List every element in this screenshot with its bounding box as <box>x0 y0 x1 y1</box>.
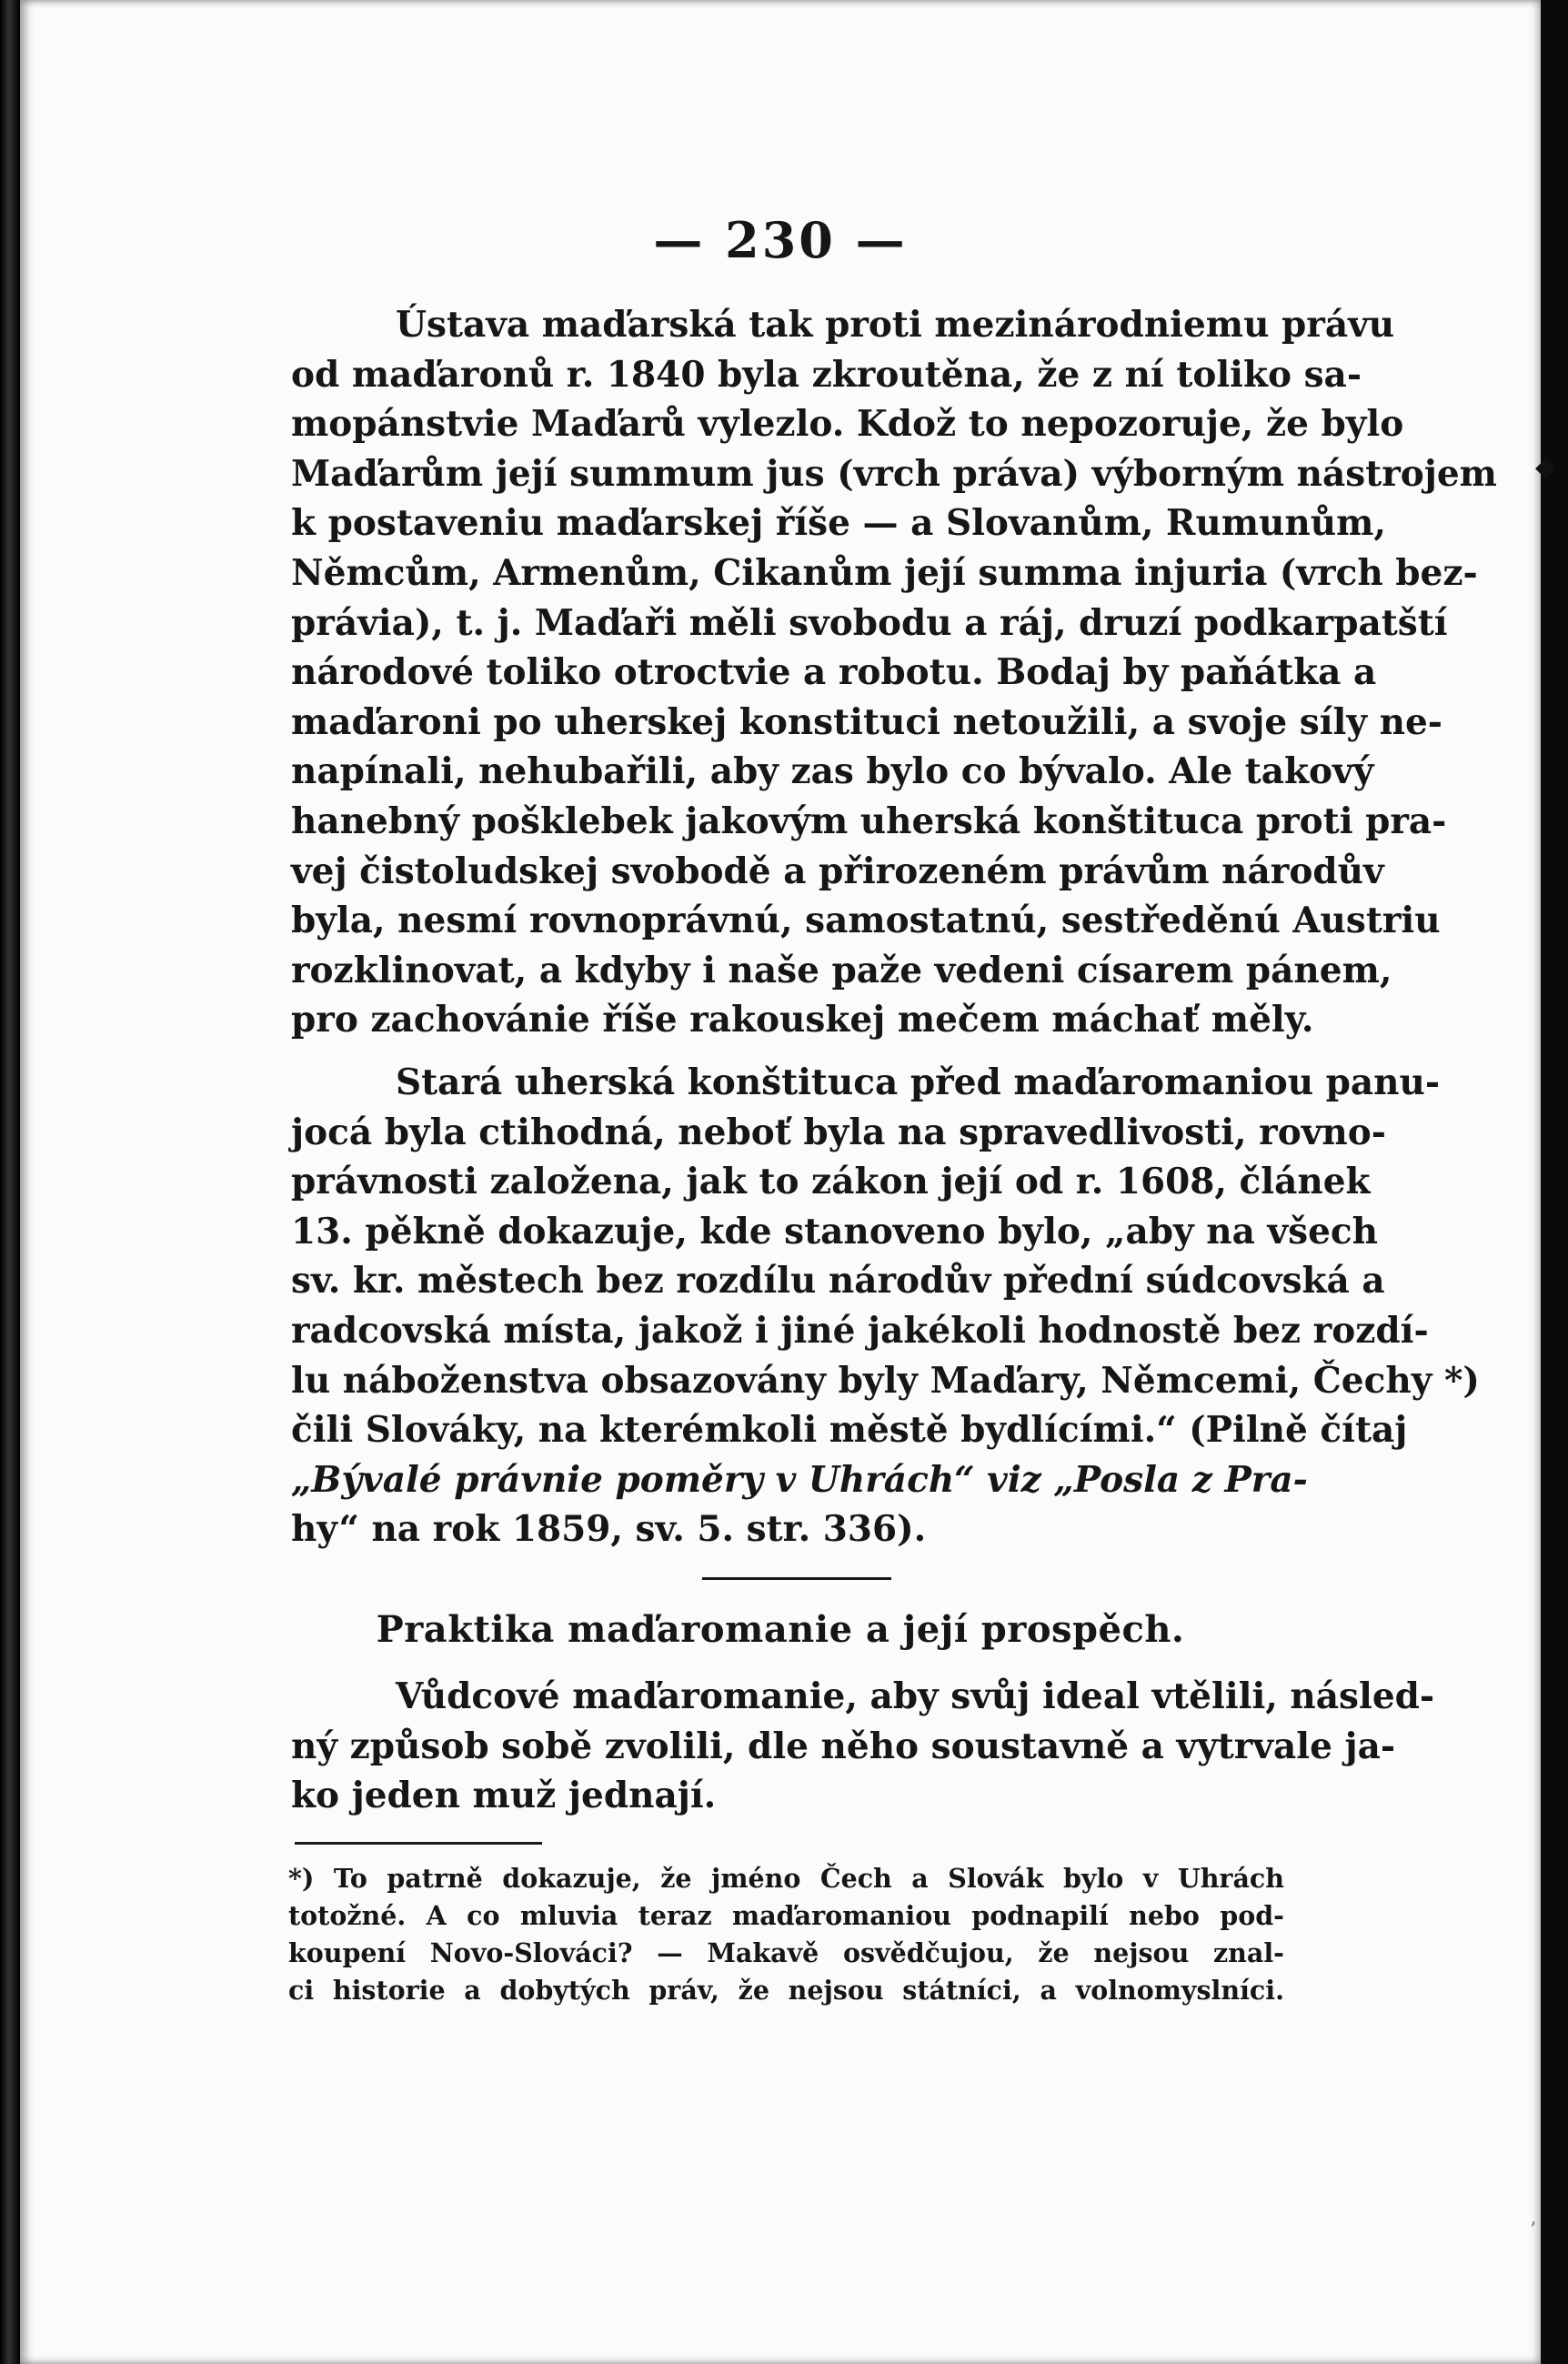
text-line: jocá byla ctihodná, neboť byla na spravedlivosti, rovno- <box>291 1111 1386 1153</box>
text-line: maďaroni po uherskej konstituci netoužili, a svoje síly ne- <box>291 700 1442 743</box>
text-line: pro zachovánie říše rakouskej mečem máchať měly. <box>291 999 1314 1041</box>
text-line: ný způsob sobě zvolili, dle něho soustavně a vytrvale ja- <box>291 1725 1396 1767</box>
text-line: národové toliko otroctvie a robotu. Bodaj by paňátka a <box>291 651 1377 694</box>
page-number: — 230 — <box>653 211 908 269</box>
footnote <box>288 1860 1284 2009</box>
text-line: vej čistoludskej svobodě a přirozeném právům národův <box>291 850 1384 892</box>
text-line: 13. pěkně dokazuje, kde stanoveno bylo, „aby na všech <box>291 1210 1379 1252</box>
paragraph-1 <box>291 300 1497 1045</box>
text-line: Ústava maďarská tak proti mezinárodniemu právu <box>396 304 1395 346</box>
text-line: radcovská místa, jakož i jiné jakékoli hodnostě bez rozdí- <box>291 1309 1429 1352</box>
page-edge-mark: ◆ <box>1535 451 1557 483</box>
footnote-line: *) To patrně dokazuje, že jméno Čech a Slovák bylo v Uhrách <box>288 1863 1284 1894</box>
paragraph-3 <box>291 1672 1435 1821</box>
scan-frame-right <box>1541 0 1568 2364</box>
text-line: Maďarům její summum jus (vrch práva) výborným nástrojem <box>291 452 1497 495</box>
book-page <box>20 0 1541 2364</box>
scan-frame-left <box>0 0 20 2364</box>
paragraph-2 <box>291 1058 1480 1554</box>
text-line: „Bývalé právnie poměry v Uhrách“ viz „Posla z Pra- <box>291 1458 1308 1501</box>
text-line: mopánstvie Maďarů vylezlo. Kdož to nepozoruje, že bylo <box>291 403 1404 446</box>
text-line: právia), t. j. Maďaři měli svobodu a ráj, druzí podkarpatští <box>291 601 1448 644</box>
scan-speck: ’ <box>1530 2219 1536 2242</box>
footnote-line: ci historie a dobytých práv, že nejsou státníci, a volnomyslníci. <box>288 1975 1284 2006</box>
footnote-line: totožné. A co mluvia teraz maďaromaniou podnapilí nebo pod- <box>288 1900 1284 1931</box>
text-line: ko jeden muž jednají. <box>291 1775 717 1817</box>
text-line: k postaveniu maďarskej říše — a Slovanům, Rumunům, <box>291 502 1386 545</box>
text-line: hy“ na rok 1859, sv. 5. str. 336). <box>291 1508 927 1551</box>
text-line: byla, nesmí rovnoprávnú, samostatnú, sestředěnú Austriu <box>291 900 1441 942</box>
text-line: od maďaronů r. 1840 byla zkroutěna, že z ní toliko sa- <box>291 353 1362 396</box>
text-line: napínali, nehubařili, aby zas bylo co bývalo. Ale takový <box>291 750 1374 793</box>
section-divider <box>702 1577 891 1580</box>
text-line: sv. kr. městech bez rozdílu národův přední súdcovská a <box>291 1260 1385 1303</box>
section-heading: Praktika maďaromanie a její prospěch. <box>376 1608 1185 1651</box>
text-line: hanebný pošklebek jakovým uherská konštituca proti pra- <box>291 800 1447 842</box>
text-line: rozklinovat, a kdyby i naše paže vedeni císarem pánem, <box>291 949 1392 991</box>
text-line: čili Slováky, na kterémkoli městě bydlícími.“ (Pilně čítaj <box>291 1409 1408 1452</box>
text-line: Němcům, Armenům, Cikanům její summa injuria (vrch bez- <box>291 551 1478 594</box>
footnote-line: koupení Novo-Slováci? — Makavě osvědčujou, že nejsou znal- <box>288 1937 1284 1968</box>
text-line: právnosti založena, jak to zákon její od r. 1608, článek <box>291 1161 1371 1203</box>
text-line: lu náboženstva obsazovány byly Maďary, Němcemi, Čechy *) <box>291 1359 1480 1402</box>
text-line: Vůdcové maďaromanie, aby svůj ideal vtělili, násled- <box>396 1675 1435 1717</box>
footnote-rule <box>295 1842 542 1845</box>
text-line: Stará uherská konštituca před maďaromaniou panu- <box>396 1061 1441 1103</box>
